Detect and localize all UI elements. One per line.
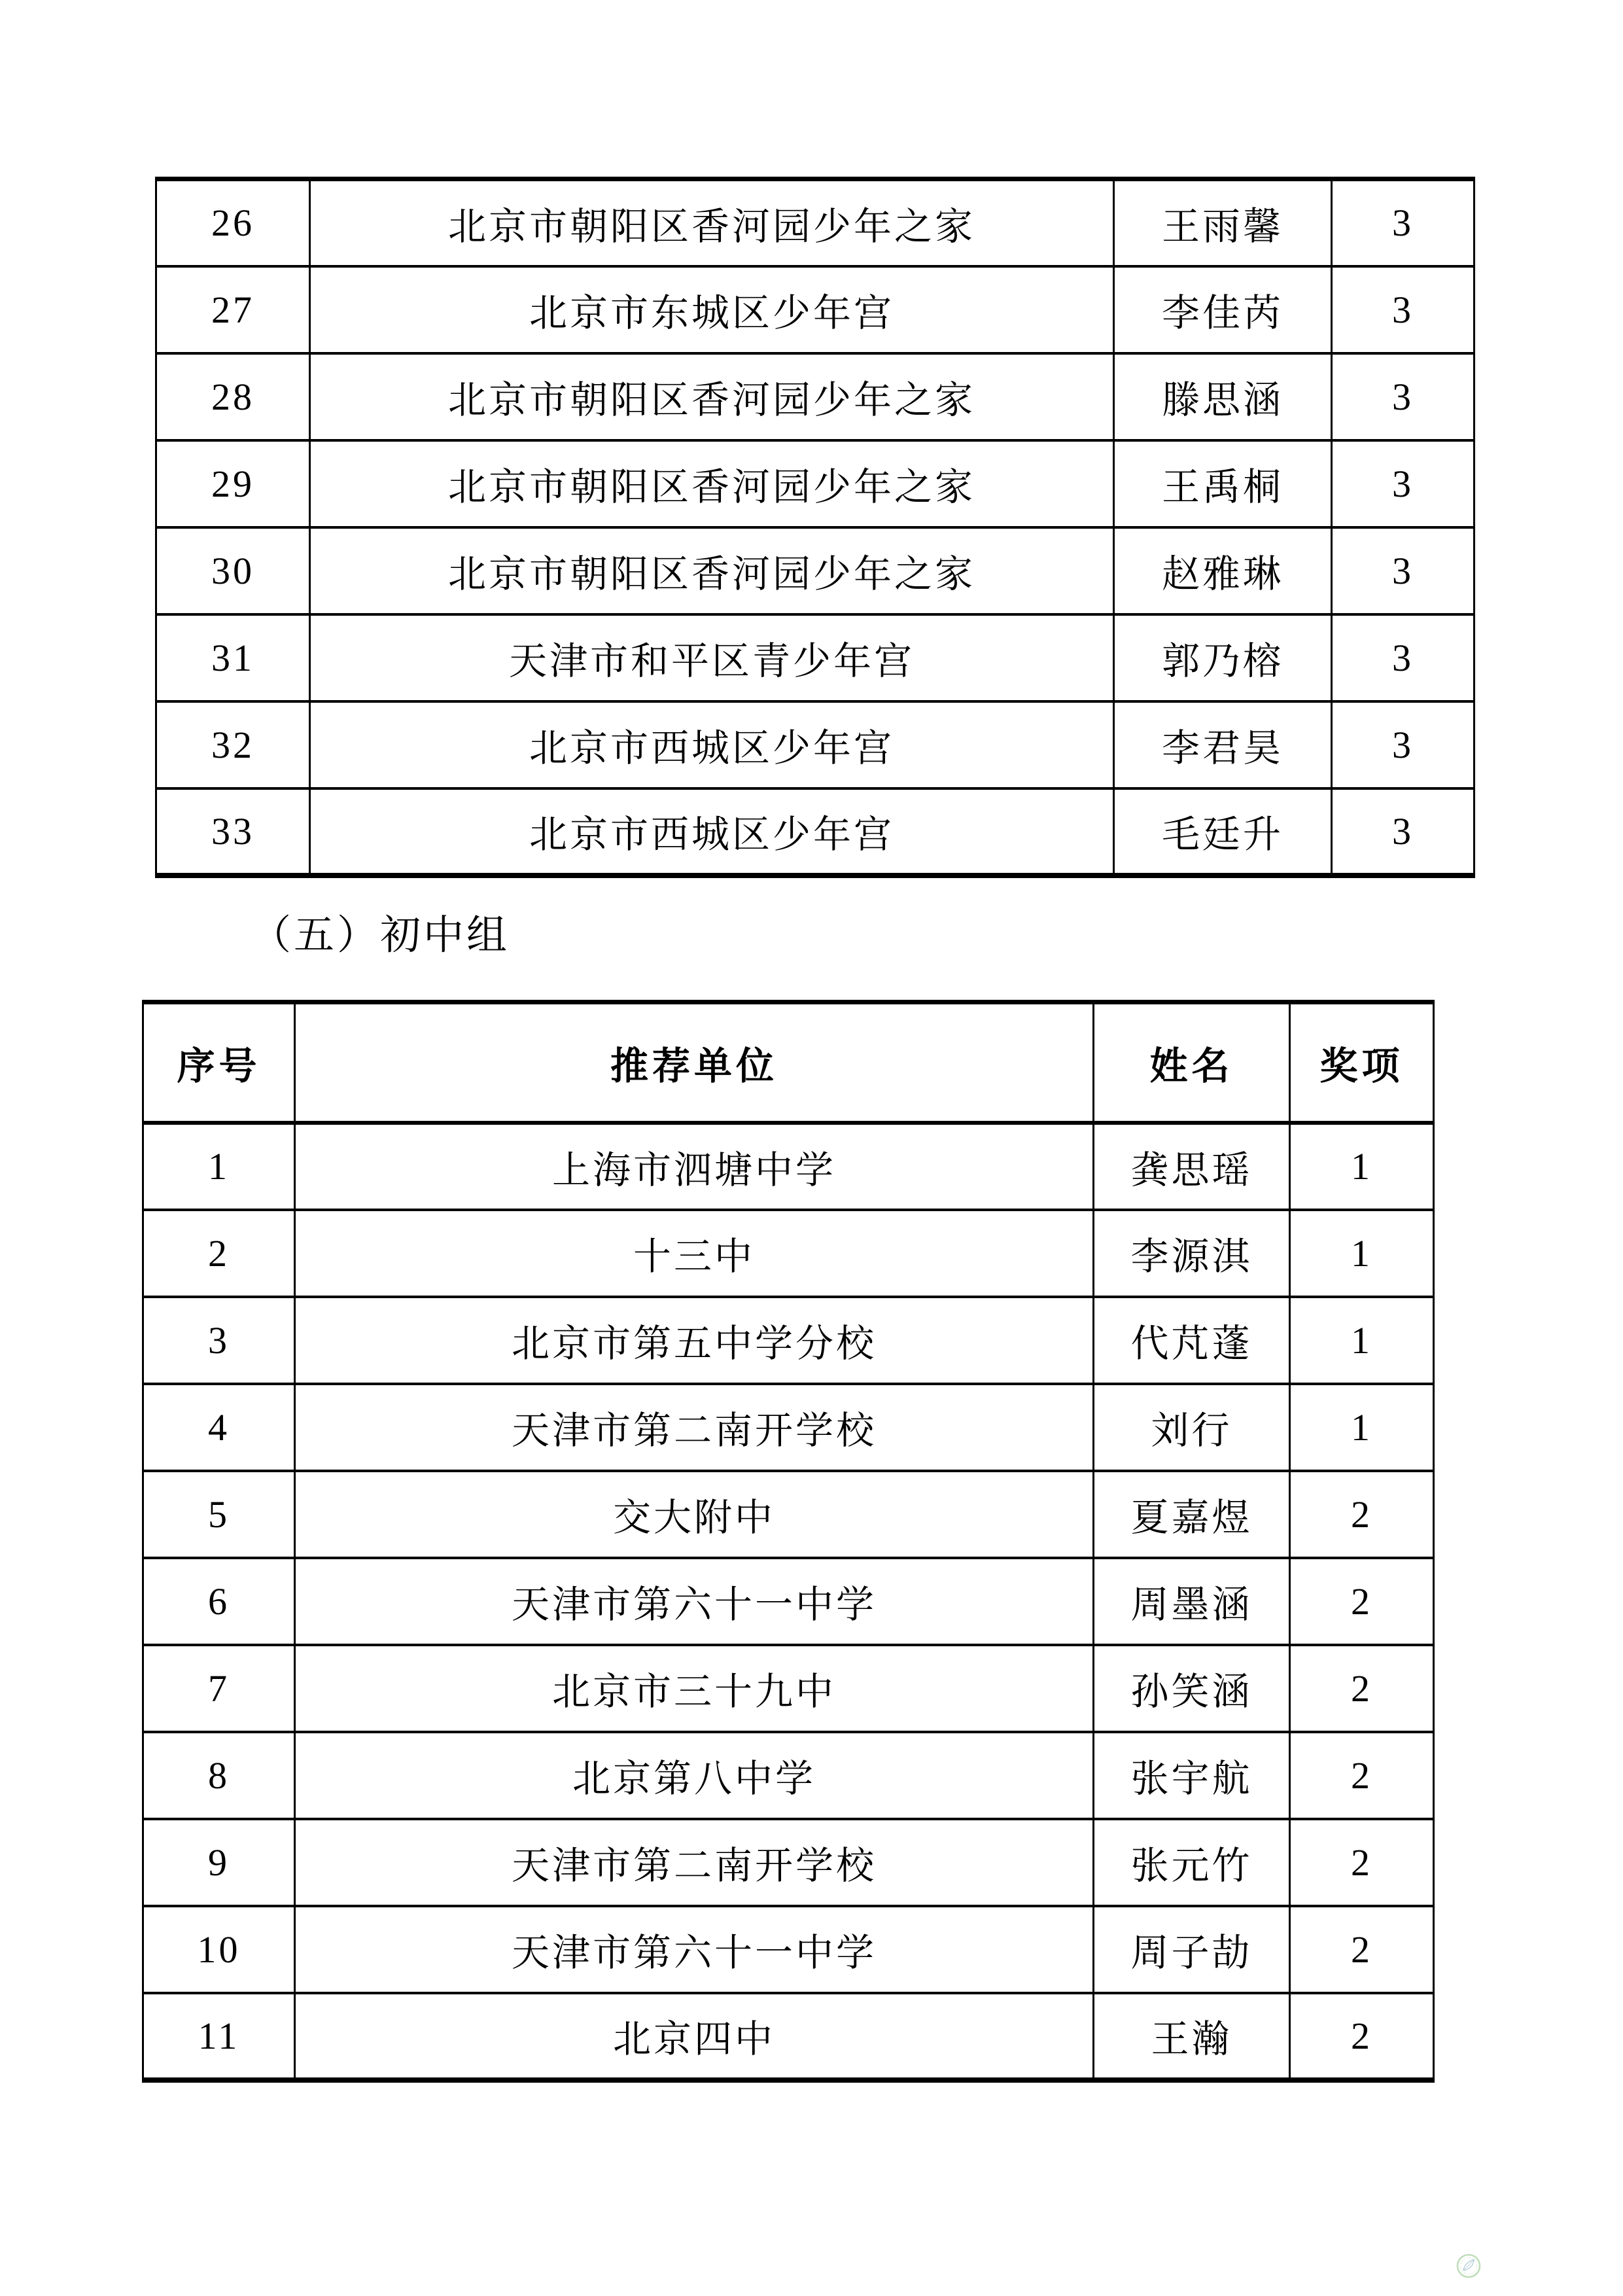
table-row bbox=[156, 440, 1475, 527]
serial-number-cell: 1 bbox=[143, 1123, 295, 1210]
award-level-cell: 2 bbox=[1290, 1732, 1434, 1819]
award-level-cell: 2 bbox=[1290, 1993, 1434, 2080]
recommending-unit-cell: 北京市西城区少年宫 bbox=[310, 788, 1114, 875]
table-row bbox=[143, 1297, 1434, 1384]
award-table-continuation-body bbox=[156, 179, 1475, 875]
stamp-inner-ring bbox=[1461, 2258, 1477, 2274]
table-row bbox=[143, 1471, 1434, 1558]
award-level-cell: 1 bbox=[1290, 1384, 1434, 1471]
student-name-cell: 周子劼 bbox=[1094, 1906, 1290, 1993]
recommending-unit-cell: 天津市第六十一中学 bbox=[295, 1906, 1094, 1993]
recommending-unit-cell: 北京第八中学 bbox=[295, 1732, 1094, 1819]
serial-number-cell: 30 bbox=[156, 527, 310, 614]
table-row bbox=[156, 527, 1475, 614]
student-name-cell: 毛廷升 bbox=[1114, 788, 1332, 875]
student-name-cell: 王禹桐 bbox=[1114, 440, 1332, 527]
student-name-cell: 滕思涵 bbox=[1114, 353, 1332, 440]
table-row bbox=[156, 179, 1475, 266]
student-name-cell: 李源淇 bbox=[1094, 1210, 1290, 1297]
student-name-cell: 张宇航 bbox=[1094, 1732, 1290, 1819]
serial-number-cell: 32 bbox=[156, 701, 310, 788]
junior-high-group-table bbox=[142, 1000, 1435, 2083]
recommending-unit-cell: 北京市朝阳区香河园少年之家 bbox=[310, 440, 1114, 527]
table-row bbox=[156, 353, 1475, 440]
award-level-cell: 2 bbox=[1290, 1471, 1434, 1558]
junior-high-table-head bbox=[143, 1002, 1434, 1123]
section-heading: （五）初中组 bbox=[251, 913, 510, 958]
award-level-cell: 3 bbox=[1332, 701, 1475, 788]
student-name-cell: 代芃蓬 bbox=[1094, 1297, 1290, 1384]
recommending-unit-cell: 北京市第五中学分校 bbox=[295, 1297, 1094, 1384]
student-name-cell: 王瀚 bbox=[1094, 1993, 1290, 2080]
serial-number-cell: 4 bbox=[143, 1384, 295, 1471]
student-name-cell: 夏嘉煜 bbox=[1094, 1471, 1290, 1558]
serial-number-cell: 7 bbox=[143, 1645, 295, 1732]
student-name-cell: 刘行 bbox=[1094, 1384, 1290, 1471]
serial-number-cell: 9 bbox=[143, 1819, 295, 1906]
recommending-unit-cell: 天津市和平区青少年宫 bbox=[310, 614, 1114, 701]
serial-number-cell: 33 bbox=[156, 788, 310, 875]
award-level-cell: 2 bbox=[1290, 1645, 1434, 1732]
student-name-cell: 周墨涵 bbox=[1094, 1558, 1290, 1645]
table-row bbox=[143, 1732, 1434, 1819]
recommending-unit-cell: 北京四中 bbox=[295, 1993, 1094, 2080]
award-level-cell: 3 bbox=[1332, 353, 1475, 440]
table-row bbox=[143, 1123, 1434, 1210]
serial-number-cell: 26 bbox=[156, 179, 310, 266]
serial-number-cell: 2 bbox=[143, 1210, 295, 1297]
student-name-cell: 赵雅琳 bbox=[1114, 527, 1332, 614]
recommending-unit-cell: 北京市三十九中 bbox=[295, 1645, 1094, 1732]
serial-number-cell: 27 bbox=[156, 266, 310, 353]
serial-number-header: 序号 bbox=[143, 1002, 295, 1123]
table-row bbox=[156, 701, 1475, 788]
award-level-cell: 2 bbox=[1290, 1819, 1434, 1906]
table-row bbox=[143, 1558, 1434, 1645]
award-level-cell: 1 bbox=[1290, 1210, 1434, 1297]
award-level-cell: 3 bbox=[1332, 788, 1475, 875]
table-row bbox=[143, 1993, 1434, 2080]
recommending-unit-header: 推荐单位 bbox=[295, 1002, 1094, 1123]
student-name-cell: 张元竹 bbox=[1094, 1819, 1290, 1906]
green-leaf-stamp-icon bbox=[1456, 2253, 1481, 2278]
recommending-unit-cell: 天津市第二南开学校 bbox=[295, 1384, 1094, 1471]
award-level-cell: 2 bbox=[1290, 1558, 1434, 1645]
student-name-cell: 孙笑涵 bbox=[1094, 1645, 1290, 1732]
recommending-unit-cell: 北京市朝阳区香河园少年之家 bbox=[310, 179, 1114, 266]
green-leaf-stamp-watermark bbox=[1456, 2253, 1481, 2278]
recommending-unit-cell: 天津市第二南开学校 bbox=[295, 1819, 1094, 1906]
serial-number-cell: 6 bbox=[143, 1558, 295, 1645]
recommending-unit-cell: 北京市朝阳区香河园少年之家 bbox=[310, 527, 1114, 614]
award-level-cell: 3 bbox=[1332, 179, 1475, 266]
award-level-cell: 3 bbox=[1332, 527, 1475, 614]
serial-number-cell: 11 bbox=[143, 1993, 295, 2080]
stamp-outer-ring bbox=[1457, 2255, 1480, 2277]
recommending-unit-cell: 上海市泗塘中学 bbox=[295, 1123, 1094, 1210]
recommending-unit-cell: 北京市朝阳区香河园少年之家 bbox=[310, 353, 1114, 440]
award-level-cell: 3 bbox=[1332, 440, 1475, 527]
recommending-unit-cell: 天津市第六十一中学 bbox=[295, 1558, 1094, 1645]
table-row bbox=[143, 1819, 1434, 1906]
recommending-unit-cell: 北京市西城区少年宫 bbox=[310, 701, 1114, 788]
award-level-cell: 2 bbox=[1290, 1906, 1434, 1993]
student-name-cell: 郭乃榕 bbox=[1114, 614, 1332, 701]
recommending-unit-cell: 交大附中 bbox=[295, 1471, 1094, 1558]
student-name-cell: 王雨馨 bbox=[1114, 179, 1332, 266]
serial-number-cell: 31 bbox=[156, 614, 310, 701]
award-level-header: 奖项 bbox=[1290, 1002, 1434, 1123]
table-row bbox=[156, 266, 1475, 353]
table-row bbox=[143, 1384, 1434, 1471]
serial-number-cell: 8 bbox=[143, 1732, 295, 1819]
table-row bbox=[143, 1210, 1434, 1297]
award-level-cell: 1 bbox=[1290, 1123, 1434, 1210]
recommending-unit-cell: 十三中 bbox=[295, 1210, 1094, 1297]
table-row bbox=[156, 788, 1475, 875]
award-table-continuation bbox=[155, 177, 1475, 878]
student-name-cell: 龚思瑶 bbox=[1094, 1123, 1290, 1210]
student-name-header: 姓名 bbox=[1094, 1002, 1290, 1123]
table-row bbox=[143, 1906, 1434, 1993]
award-level-cell: 1 bbox=[1290, 1297, 1434, 1384]
table-row bbox=[143, 1645, 1434, 1732]
serial-number-cell: 5 bbox=[143, 1471, 295, 1558]
serial-number-cell: 3 bbox=[143, 1297, 295, 1384]
recommending-unit-cell: 北京市东城区少年宫 bbox=[310, 266, 1114, 353]
award-level-cell: 3 bbox=[1332, 266, 1475, 353]
header-row bbox=[143, 1002, 1434, 1123]
serial-number-cell: 10 bbox=[143, 1906, 295, 1993]
table-row bbox=[156, 614, 1475, 701]
student-name-cell: 李君昊 bbox=[1114, 701, 1332, 788]
student-name-cell: 李佳芮 bbox=[1114, 266, 1332, 353]
junior-high-table-body bbox=[143, 1123, 1434, 2080]
serial-number-cell: 29 bbox=[156, 440, 310, 527]
serial-number-cell: 28 bbox=[156, 353, 310, 440]
award-level-cell: 3 bbox=[1332, 614, 1475, 701]
